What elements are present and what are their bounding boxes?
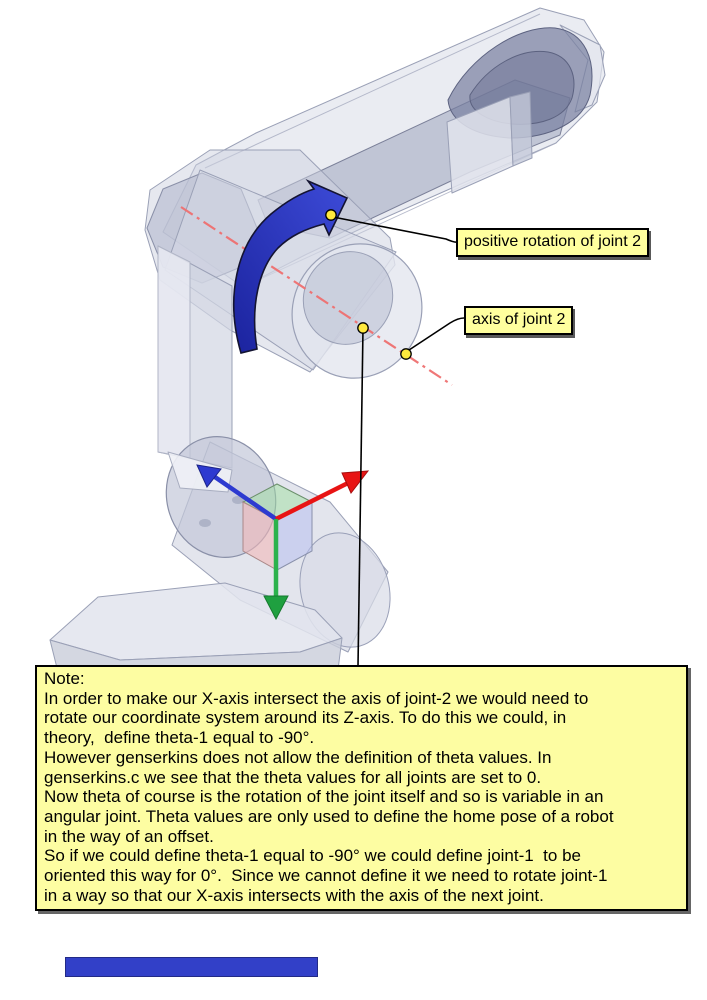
- joint-marker-dot: [401, 349, 411, 359]
- note-line: genserkins.c we see that the theta values for all joints are set to 0.: [44, 767, 542, 787]
- note-line: So if we could define theta-1 equal to -90° we could define joint-1 to be: [44, 846, 581, 866]
- note-line: angular joint. Theta values are only used to define the home pose of a robot: [44, 806, 614, 826]
- positive-rotation-callout: positive rotation of joint 2: [456, 228, 649, 257]
- note-body: [44, 689, 680, 906]
- note-line: oriented this way for 0°. Since we cannot define it we need to rotate joint-1: [44, 866, 608, 886]
- axis-of-joint-callout: axis of joint 2: [464, 306, 573, 335]
- robot-arm-render: [50, 8, 605, 672]
- joint-marker-dot: [358, 323, 368, 333]
- note-line: theory, define theta-1 equal to -90°.: [44, 728, 315, 748]
- note-title: Note:: [44, 669, 85, 688]
- note-line: Now theta of course is the rotation of the joint itself and so is variable in an: [44, 787, 604, 807]
- note-box: [35, 665, 688, 911]
- note-line: rotate our coordinate system around its Z-axis. To do this we could, in: [44, 708, 567, 728]
- note-line: in the way of an offset.: [44, 826, 214, 846]
- note-line: in a way so that our X-axis intersects with the axis of the next joint.: [44, 885, 544, 905]
- joint-marker-dot: [326, 210, 336, 220]
- note-line: However genserkins does not allow the definition of theta values. In: [44, 747, 552, 767]
- bottom-blue-bar: [65, 957, 318, 977]
- note-line: In order to make our X-axis intersect the axis of joint-2 we would need to: [44, 688, 589, 708]
